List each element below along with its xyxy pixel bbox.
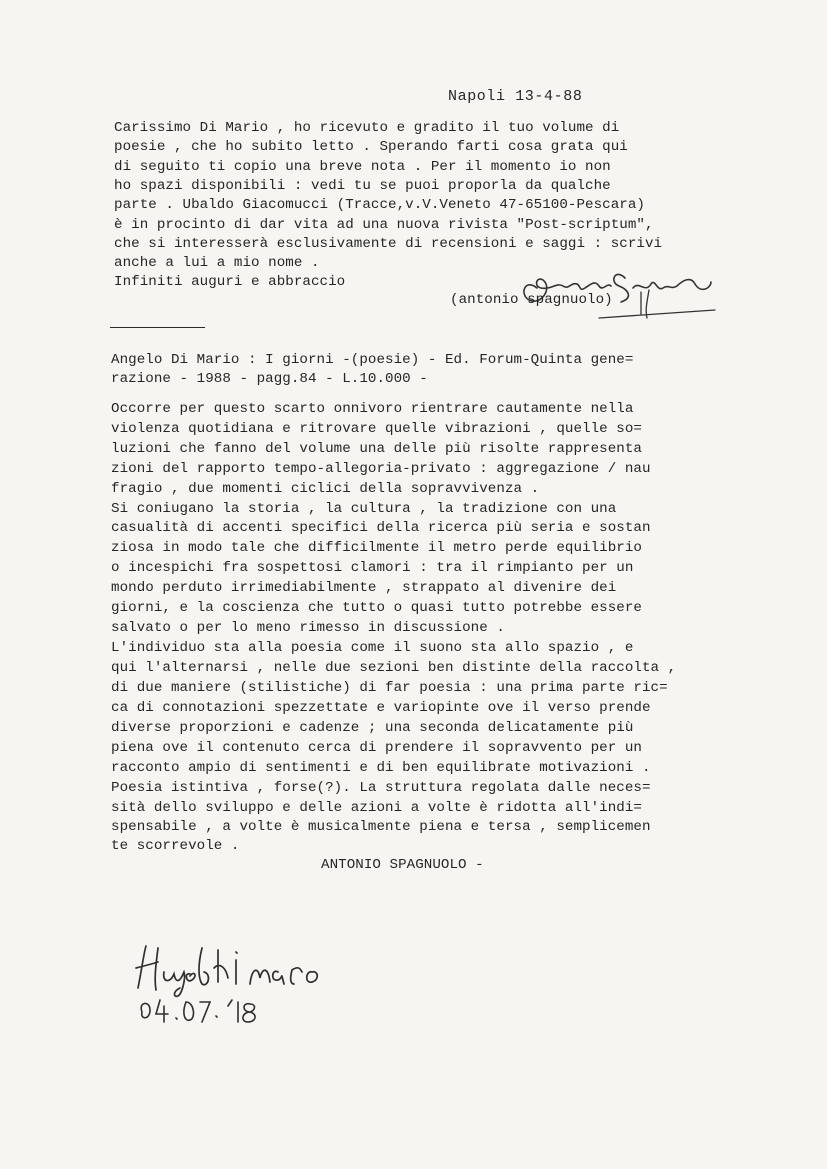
review-line: ca di connotazioni spezzettate e variopinte ove il verso prende [111, 700, 651, 716]
letter-date: Napoli 13-4-88 [448, 88, 583, 105]
review-line: casualità di accenti specifici della ricerca più seria e sostan [111, 520, 651, 536]
review-line: mondo perduto irrimediabilmente , strappato al divenire dei [111, 580, 617, 596]
handwritten-note-name [128, 938, 338, 1000]
review-line: zioni del rapporto tempo-allegoria-privato : aggregazione / nau [111, 461, 651, 477]
review-line: fragio , due momenti ciclici della sopravvivenza . [111, 481, 540, 497]
review-line: Occorre per questo scarto onnivoro rientrare cautamente nella [111, 401, 634, 417]
review-line: sità dello sviluppo e delle azioni a volte è ridotta all'indi= [111, 800, 642, 816]
review-line: piena ove il contenuto cerca di prendere il sopravvento per un [111, 740, 642, 756]
review-line: racconto ampio di sentimenti e di ben equilibrate motivazioni . [111, 760, 651, 776]
review-line: luzioni che fanno del volume una delle più risolte rappresenta [111, 441, 642, 457]
review-line: qui l'alternarsi , nelle due sezioni ben distinte della raccolta , [111, 660, 677, 676]
letter-line: Infiniti auguri e abbraccio [114, 274, 346, 290]
letter-line: Carissimo Di Mario , ho ricevuto e gradito il tuo volume di [114, 120, 620, 136]
letter-line: ho spazi disponibili : vedi tu se puoi proporla da qualche [114, 178, 611, 194]
review-line: L'individuo sta alla poesia come il suono sta allo spazio , e [111, 640, 634, 656]
review-line: violenza quotidiana e ritrovare quelle vibrazioni , quelle so= [111, 421, 642, 437]
letter-line: anche a lui a mio nome . [114, 255, 320, 271]
review-header-line: Angelo Di Mario : I giorni -(poesie) - Ed. Forum-Quinta gene= [111, 352, 634, 368]
letter-line: poesie , che ho subito letto . Sperando farti cosa grata qui [114, 139, 628, 155]
review-line: o incespichi fra sospettosi clamori : tra il rimpianto per un [111, 560, 634, 576]
review-line: spensabile , a volte è musicalmente piena e tersa , semplicemen [111, 819, 651, 835]
review-line: Si coniugano la storia , la cultura , la tradizione con una [111, 501, 617, 517]
section-divider [110, 327, 205, 328]
letter-line: che si interesserà esclusivamente di recensioni e saggi : scrivi [114, 236, 663, 252]
letter-line: parte . Ubaldo Giacomucci (Tracce,v.V.Veneto 47-65100-Pescara) [114, 197, 645, 213]
letter-line: di seguito ti copio una breve nota . Per il momento io non [114, 159, 611, 175]
review-signature: ANTONIO SPAGNUOLO - [321, 857, 484, 873]
review-line: ziosa in modo tale che difficilmente il metro perde equilibrio [111, 540, 642, 556]
printed-signature: (antonio spagnuolo) [450, 292, 613, 308]
handwritten-note-date [136, 992, 266, 1028]
review-line: te scorrevole . [111, 838, 240, 854]
review-line: salvato o per lo meno rimesso in discussione . [111, 620, 505, 636]
review-line: Poesia istintiva , forse(?). La struttura regolata dalle neces= [111, 780, 651, 796]
review-header-line: razione - 1988 - pagg.84 - L.10.000 - [111, 371, 428, 387]
review-line: diverse proporzioni e cadenze ; una seconda delicatamente più [111, 720, 634, 736]
review-line: di due maniere (stilistiche) di far poesia : una prima parte ric= [111, 680, 668, 696]
review-line: giorni, e la coscienza che tutto o quasi tutto potrebbe essere [111, 600, 642, 616]
letter-line: è in procinto di dar vita ad una nuova rivista "Post-scriptum", [114, 217, 654, 233]
